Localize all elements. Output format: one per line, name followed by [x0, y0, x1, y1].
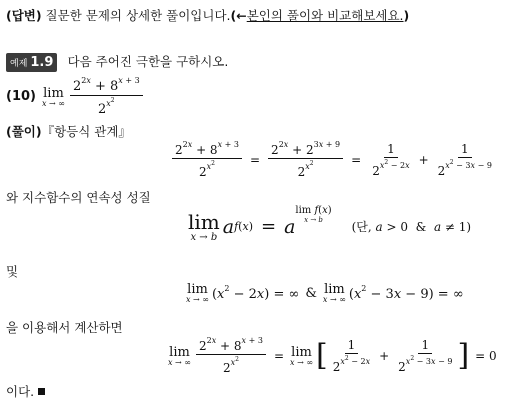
answer-tag: (답변)	[6, 8, 42, 23]
equation-result: lim x → ∞ $\frac{2^{2x} + 8^{x + 3}}{2^{x^2}}$ = lim x → ∞ [ $\frac{1}{2^{x^2 - 2x}}$ + $\frac{1}{2^{x^2 - 3x - 9}}$ ] = 0	[168, 336, 497, 375]
text-continuity: 와 지수함수의 연속성 성질	[6, 190, 151, 205]
answer-note: 본인의 풀이와 비교해보세요.	[246, 8, 404, 23]
problem-expression	[6, 76, 145, 117]
answer-text: 질문한 문제의 상세한 풀이입니다.	[41, 8, 231, 23]
problem-fraction: $\frac{2^{2x} + 8^{x + 3}}{2^{x^2}}$	[70, 76, 143, 117]
example-badge: 예제 1.9	[6, 53, 57, 72]
note-close: )	[403, 8, 410, 23]
equation-identity: $\frac{2^{2x} + 8^{x + 3}}{2^{x^2}}$ = $\frac{2^{2x} + 2^{3x + 9}}{2^{x^2}}$ = $\frac{1}{2^{x^2 - 2x}}$ + $\frac{1}{2^{x^2 - 3x - 9}}$	[170, 140, 497, 179]
text-compute: 을 이용해서 계산하면	[6, 320, 123, 335]
note-arrow-icon: ←	[236, 8, 247, 23]
solution-method: 『항등식 관계』	[41, 124, 131, 139]
text-ending: 이다.	[6, 382, 45, 400]
equation-limits-infinity: lim x → ∞ $(x^2 - 2x)$ = ∞ & lim x → ∞ $(x^2 - 3x - 9)$ = ∞	[186, 282, 464, 304]
answer-line	[6, 6, 409, 24]
example-header	[6, 52, 228, 72]
note-open: (	[230, 8, 237, 23]
problem-limit: lim x → ∞	[41, 85, 65, 108]
text-and: 및	[6, 264, 19, 279]
solution-tag: (풀이)	[6, 124, 42, 139]
end-square-icon	[38, 388, 45, 395]
continuity-condition: (단, a > 0 & a ≠ 1)	[351, 220, 472, 234]
problem-number: (10)	[6, 89, 36, 104]
example-instruction: 다음 주어진 극한을 구하시오.	[67, 54, 229, 69]
solution-header	[6, 122, 131, 140]
equation-continuity: lim x → b a f(x) = a lim f(x) x → b (단, a > 0 & a ≠ 1)	[188, 205, 472, 243]
